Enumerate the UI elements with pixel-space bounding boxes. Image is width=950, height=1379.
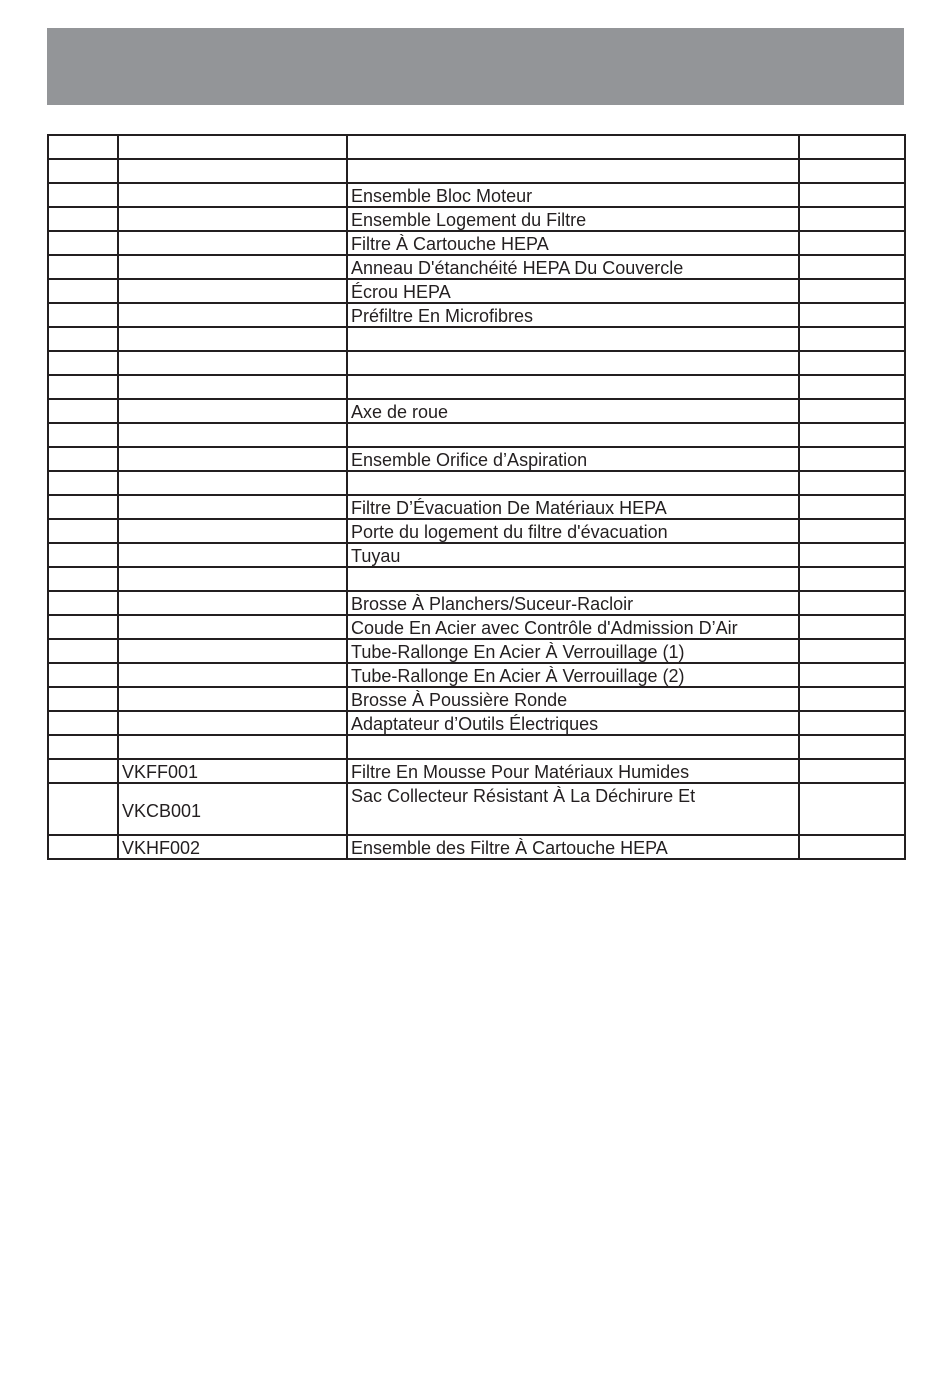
ref-cell [48,639,118,663]
parts-table [47,134,906,860]
table-row [48,471,905,495]
description-cell: Tuyau [347,543,799,567]
table-row [48,159,905,183]
part-number-cell [118,495,347,519]
quantity-cell [799,351,905,375]
description-cell: Anneau D'étanchéité HEPA Du Couvercle [347,255,799,279]
part-number-cell [118,255,347,279]
description-cell: Filtre D’Évacuation De Matériaux HEPA [347,495,799,519]
table-row [48,447,905,471]
part-number-cell: VKHF002 [118,835,347,859]
part-number-cell [118,447,347,471]
table-row [48,303,905,327]
part-number-cell [118,663,347,687]
ref-cell [48,591,118,615]
header-band [47,28,904,105]
ref-cell [48,423,118,447]
table-row [48,639,905,663]
part-number-cell [118,159,347,183]
part-number-cell [118,351,347,375]
table-row [48,543,905,567]
description-cell [347,135,799,159]
quantity-cell [799,543,905,567]
table-row [48,783,905,835]
part-number-cell [118,327,347,351]
quantity-cell [799,399,905,423]
description-cell: Tube-Rallonge En Acier À Verrouillage (1) [347,639,799,663]
description-cell: Préfiltre En Microfibres [347,303,799,327]
quantity-cell [799,279,905,303]
ref-cell [48,711,118,735]
table-row [48,835,905,859]
table-row [48,255,905,279]
quantity-cell [799,663,905,687]
ref-cell [48,567,118,591]
description-cell [347,423,799,447]
table-row [48,351,905,375]
description-cell [347,471,799,495]
table-row [48,399,905,423]
table-row [48,327,905,351]
quantity-cell [799,159,905,183]
table-row [48,207,905,231]
description-cell [347,159,799,183]
description-cell: Filtre En Mousse Pour Matériaux Humides [347,759,799,783]
table-row [48,759,905,783]
part-number-cell [118,375,347,399]
quantity-cell [799,639,905,663]
quantity-cell [799,759,905,783]
table-row [48,519,905,543]
ref-cell [48,135,118,159]
ref-cell [48,735,118,759]
quantity-cell [799,835,905,859]
part-number-cell [118,399,347,423]
part-number-cell [118,711,347,735]
description-cell: Brosse À Poussière Ronde [347,687,799,711]
ref-cell [48,303,118,327]
ref-cell [48,687,118,711]
part-number-cell [118,279,347,303]
part-number-cell [118,735,347,759]
description-cell: Tube-Rallonge En Acier À Verrouillage (2) [347,663,799,687]
part-number-cell [118,687,347,711]
ref-cell [48,663,118,687]
quantity-cell [799,207,905,231]
ref-cell [48,519,118,543]
ref-cell [48,231,118,255]
table-row [48,279,905,303]
table-row [48,231,905,255]
quantity-cell [799,471,905,495]
part-number-cell [118,471,347,495]
ref-cell [48,495,118,519]
description-cell: Ensemble des Filtre À Cartouche HEPA [347,835,799,859]
description-cell: Filtre À Cartouche HEPA [347,231,799,255]
quantity-cell [799,615,905,639]
part-number-cell [118,591,347,615]
description-cell: Coude En Acier avec Contrôle d'Admission D’Air [347,615,799,639]
description-cell: Sac Collecteur Résistant À La Déchirure Et [347,783,799,835]
table-row [48,567,905,591]
description-cell [347,375,799,399]
quantity-cell [799,447,905,471]
part-number-cell [118,183,347,207]
part-number-cell [118,567,347,591]
description-cell [347,327,799,351]
description-cell: Adaptateur d’Outils Électriques [347,711,799,735]
description-cell: Brosse À Planchers/Suceur-Racloir [347,591,799,615]
quantity-cell [799,495,905,519]
ref-cell [48,835,118,859]
quantity-cell [799,183,905,207]
part-number-cell: VKFF001 [118,759,347,783]
description-cell: Ensemble Bloc Moteur [347,183,799,207]
part-number-cell [118,543,347,567]
ref-cell [48,759,118,783]
ref-cell [48,399,118,423]
table-row [48,687,905,711]
quantity-cell [799,255,905,279]
table-row [48,495,905,519]
quantity-cell [799,711,905,735]
part-number-cell [118,303,347,327]
table-row [48,735,905,759]
table-row [48,423,905,447]
quantity-cell [799,687,905,711]
ref-cell [48,471,118,495]
quantity-cell [799,591,905,615]
quantity-cell [799,519,905,543]
part-number-cell [118,135,347,159]
description-cell [347,351,799,375]
part-number-cell [118,231,347,255]
ref-cell [48,351,118,375]
ref-cell [48,183,118,207]
ref-cell [48,543,118,567]
description-cell: Écrou HEPA [347,279,799,303]
ref-cell [48,615,118,639]
table-row [48,183,905,207]
part-number-cell [118,423,347,447]
quantity-cell [799,423,905,447]
ref-cell [48,279,118,303]
description-cell: Porte du logement du filtre d'évacuation [347,519,799,543]
ref-cell [48,159,118,183]
description-cell: Ensemble Orifice d’Aspiration [347,447,799,471]
description-cell: Axe de roue [347,399,799,423]
table-row [48,615,905,639]
ref-cell [48,447,118,471]
description-cell [347,567,799,591]
quantity-cell [799,567,905,591]
table-row [48,135,905,159]
quantity-cell [799,135,905,159]
quantity-cell [799,735,905,759]
table-row [48,711,905,735]
quantity-cell [799,783,905,835]
quantity-cell [799,303,905,327]
ref-cell [48,783,118,835]
ref-cell [48,207,118,231]
part-number-cell [118,519,347,543]
table-row [48,591,905,615]
ref-cell [48,255,118,279]
part-number-cell [118,639,347,663]
table-row [48,375,905,399]
part-number-cell [118,207,347,231]
quantity-cell [799,375,905,399]
quantity-cell [799,231,905,255]
part-number-cell: VKCB001 [118,783,347,835]
ref-cell [48,327,118,351]
description-cell [347,735,799,759]
table-row [48,663,905,687]
ref-cell [48,375,118,399]
part-number-cell [118,615,347,639]
description-cell: Ensemble Logement du Filtre [347,207,799,231]
quantity-cell [799,327,905,351]
